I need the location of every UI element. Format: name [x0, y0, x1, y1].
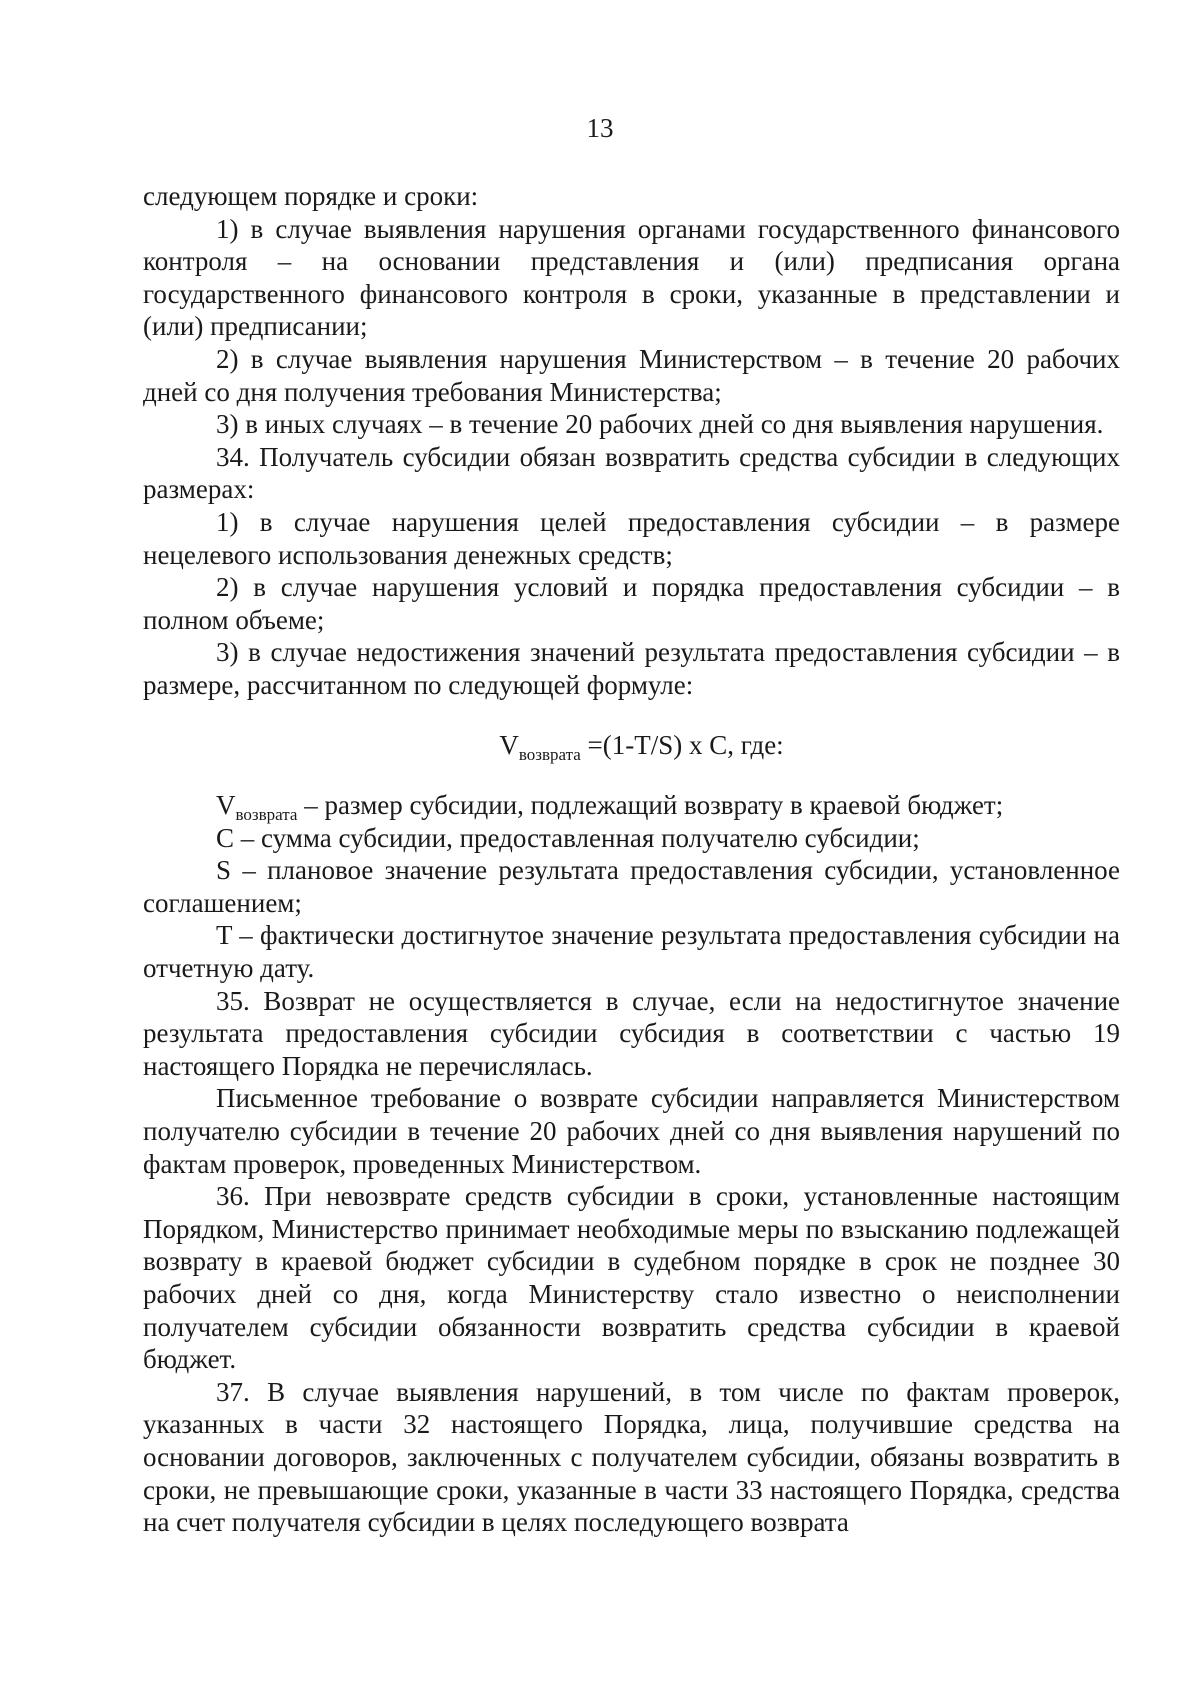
document-body: [143, 180, 1120, 1539]
definition-v-symbol: V: [216, 790, 236, 821]
formula: [143, 729, 1120, 762]
definition-v: [143, 789, 1120, 825]
page-number: 13: [586, 113, 614, 143]
definition-t: T – фактически достигнутое значение результата предоставления субсидии на отчетную дату.: [143, 920, 1120, 984]
paragraph-34-item-3: 3) в случае недостижения значений результата предоставления субсидии – в размере, рассчитанном по следующей формуле:: [143, 637, 1120, 700]
definition-s: S – плановое значение результата предоставления субсидии, установленное соглашением;: [143, 855, 1120, 918]
paragraph-item-2: 2) в случае выявления нарушения Министерством – в течение 20 рабочих дней со дня получения требования Министерства;: [143, 343, 1120, 407]
paragraph-36: 36. При невозврате средств субсидии в сроки, установленные настоящим Порядком, Министерство принимает необходимые меры по взысканию подлежащей возврату в краевой бюджет субсидии в судебном порядке в срок не позднее 30 рабочих дней со дня, когда Министерству стало известно о неисполнении получателем субсидии обязанности возвратить средства субсидии в краевой бюджет.: [143, 1181, 1120, 1375]
paragraph-continuation: следующем порядке и сроки:: [143, 181, 479, 211]
formula-expression: =(1-T/S) x C, где:: [580, 729, 784, 760]
definition-v-subscript: возврата: [235, 805, 298, 825]
paragraph-34: 34. Получатель субсидии обязан возвратить средства субсидии в следующих размерах:: [143, 441, 1120, 505]
paragraph-35: 35. Возврат не осуществляется в случае, если на недостигнутое значение результата предоставления субсидии субсидия в соответствии с частью 19 настоящего Порядка не перечислялась.: [143, 985, 1120, 1081]
paragraph-34-item-1: 1) в случае нарушения целей предоставления субсидии – в размере нецелевого использования денежных средств;: [143, 506, 1120, 570]
formula-symbol: V: [499, 729, 519, 760]
definition-c: C – сумма субсидии, предоставленная получателю субсидии;: [216, 822, 920, 853]
paragraph-item-3: 3) в иных случаях – в течение 20 рабочих дней со дня выявления нарушения.: [216, 409, 1104, 440]
paragraph-item-1: 1) в случае выявления нарушения органами государственного финансового контроля – на основании представления и (или) предписания органа государственного финансового контроля в сроки, указанные в представлении и (или) предписании;: [143, 213, 1120, 342]
formula-subscript: возврата: [518, 744, 581, 764]
paragraph-34-item-2: 2) в случае нарушения условий и порядка предоставления субсидии – в полном объеме;: [143, 572, 1120, 635]
paragraph-35-requirement: Письменное требование о возврате субсидии направляется Министерством получателю субсидии в течение 20 рабочих дней со дня выявления нарушений по фактам проверок, проведенных Министерством.: [143, 1083, 1120, 1179]
definition-v-text: – размер субсидии, подлежащий возврату в краевой бюджет;: [297, 790, 1004, 821]
paragraph-37: 37. В случае выявления нарушений, в том числе по фактам проверок, указанных в части 32 настоящего Порядка, лица, получившие средства на основании договоров, заключенных с получателем субсидии, обязаны возвратить в сроки, не превышающие сроки, указанные в части 33 настоящего Порядка, средства на счет получателя субсидии в целях последующего возврата: [143, 1376, 1120, 1538]
